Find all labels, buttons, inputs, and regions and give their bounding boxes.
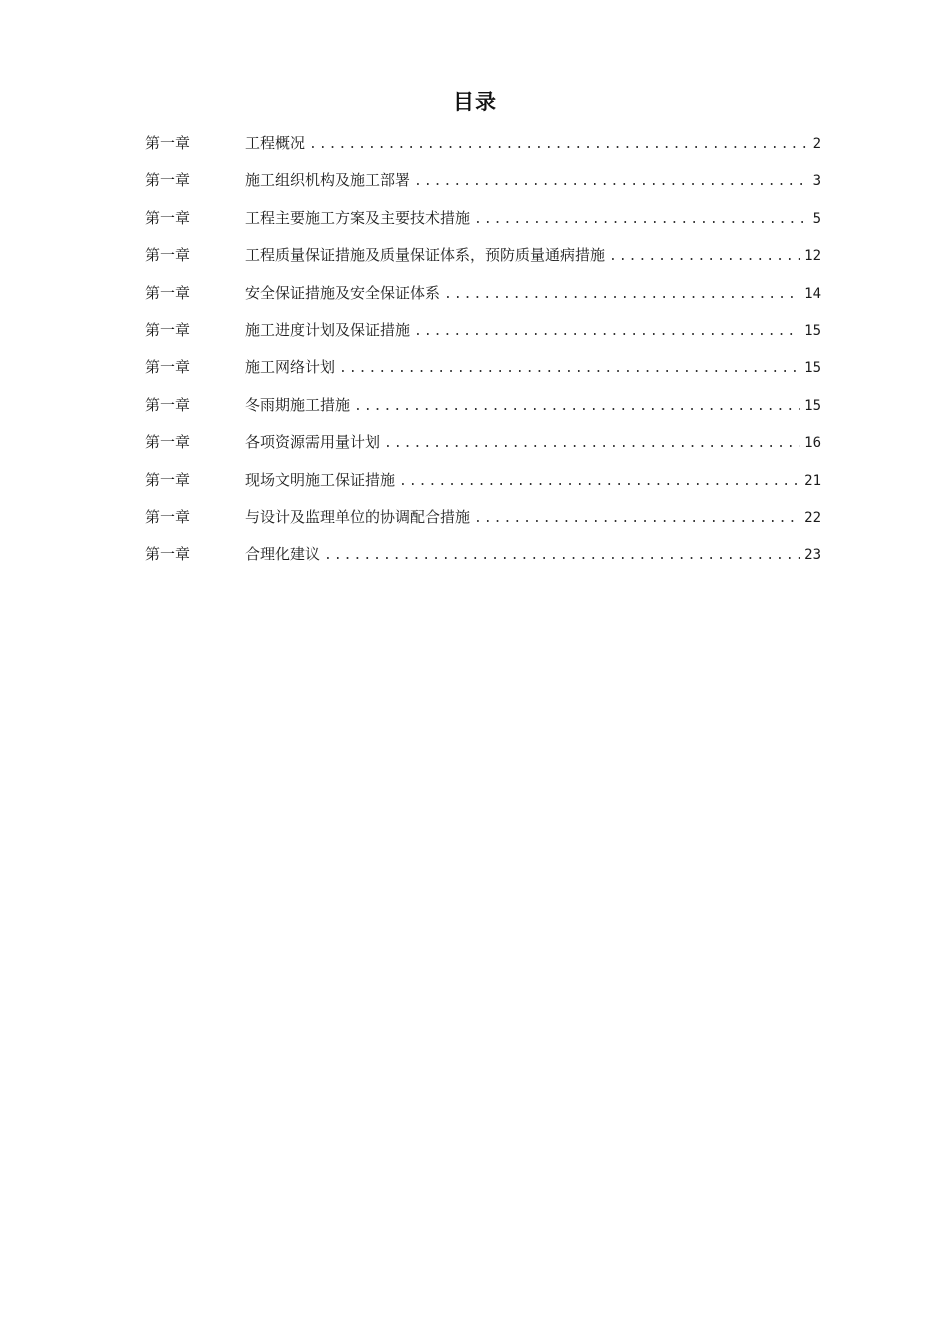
toc-page-number: 12 <box>804 248 821 265</box>
toc-title: 目录 <box>453 90 497 114</box>
toc-page-number: 14 <box>804 285 821 302</box>
toc-heading: 冬雨期施工措施 <box>245 395 351 414</box>
toc-chapter-label: 第一章 <box>145 134 191 152</box>
table-of-contents <box>145 128 821 577</box>
toc-page-number: 15 <box>804 322 821 339</box>
toc-entry[interactable] <box>145 240 821 277</box>
toc-heading: 施工组织机构及施工部署 <box>245 171 411 190</box>
toc-heading: 工程质量保证措施及质量保证体系，预防质量通病措施 <box>245 246 606 265</box>
toc-entry[interactable] <box>145 427 821 464</box>
toc-chapter-label: 第一章 <box>145 470 191 489</box>
toc-dot-leader <box>609 242 800 272</box>
toc-page-number: 15 <box>804 397 821 414</box>
toc-heading: 合理化建议 <box>245 545 321 564</box>
toc-heading: 施工进度计划及保证措施 <box>245 320 411 339</box>
toc-dot-leader <box>414 167 809 197</box>
toc-entry[interactable] <box>145 278 821 315</box>
toc-dot-leader <box>399 467 800 497</box>
toc-page-number: 3 <box>812 173 821 190</box>
toc-chapter-label: 第一章 <box>145 433 191 452</box>
toc-page-number: 2 <box>812 136 821 152</box>
toc-dot-leader <box>384 429 800 459</box>
toc-dot-leader <box>354 392 800 422</box>
toc-dot-leader <box>474 205 809 235</box>
toc-heading: 施工网络计划 <box>245 358 336 377</box>
toc-chapter-label: 第一章 <box>145 283 191 302</box>
toc-dot-leader <box>474 504 800 534</box>
toc-heading: 安全保证措施及安全保证体系 <box>245 283 441 302</box>
toc-dot-leader <box>324 541 800 571</box>
toc-entry[interactable] <box>145 165 821 202</box>
toc-entry[interactable] <box>145 465 821 502</box>
toc-dot-leader <box>339 354 800 384</box>
toc-chapter-label: 第一章 <box>145 320 191 339</box>
toc-page-number: 5 <box>812 210 821 227</box>
toc-chapter-label: 第一章 <box>145 395 191 414</box>
toc-chapter-label: 第一章 <box>145 358 191 377</box>
toc-chapter-label: 第一章 <box>145 208 191 227</box>
toc-page-number: 23 <box>804 547 821 564</box>
toc-chapter-label: 第一章 <box>145 171 191 190</box>
toc-dot-leader <box>444 280 800 310</box>
toc-chapter-label: 第一章 <box>145 507 191 526</box>
toc-page-number: 21 <box>804 472 821 489</box>
toc-entry[interactable] <box>145 315 821 352</box>
toc-page-number: 15 <box>804 360 821 377</box>
toc-entry[interactable] <box>145 502 821 539</box>
toc-heading: 现场文明施工保证措施 <box>245 470 396 489</box>
toc-entry[interactable] <box>145 352 821 389</box>
toc-chapter-label: 第一章 <box>145 246 191 265</box>
toc-heading: 与设计及监理单位的协调配合措施 <box>245 507 471 526</box>
toc-heading: 工程主要施工方案及主要技术措施 <box>245 208 471 227</box>
toc-entry[interactable] <box>145 390 821 427</box>
toc-dot-leader <box>414 317 800 347</box>
toc-chapter-label: 第一章 <box>145 545 191 564</box>
toc-heading: 工程概况 <box>245 134 306 152</box>
toc-dot-leader <box>309 130 809 160</box>
toc-entry[interactable] <box>145 203 821 240</box>
toc-heading: 各项资源需用量计划 <box>245 433 381 452</box>
toc-page-number: 16 <box>804 435 821 452</box>
toc-page-number: 22 <box>804 509 821 526</box>
toc-entry[interactable] <box>145 128 821 165</box>
toc-entry[interactable] <box>145 539 821 576</box>
